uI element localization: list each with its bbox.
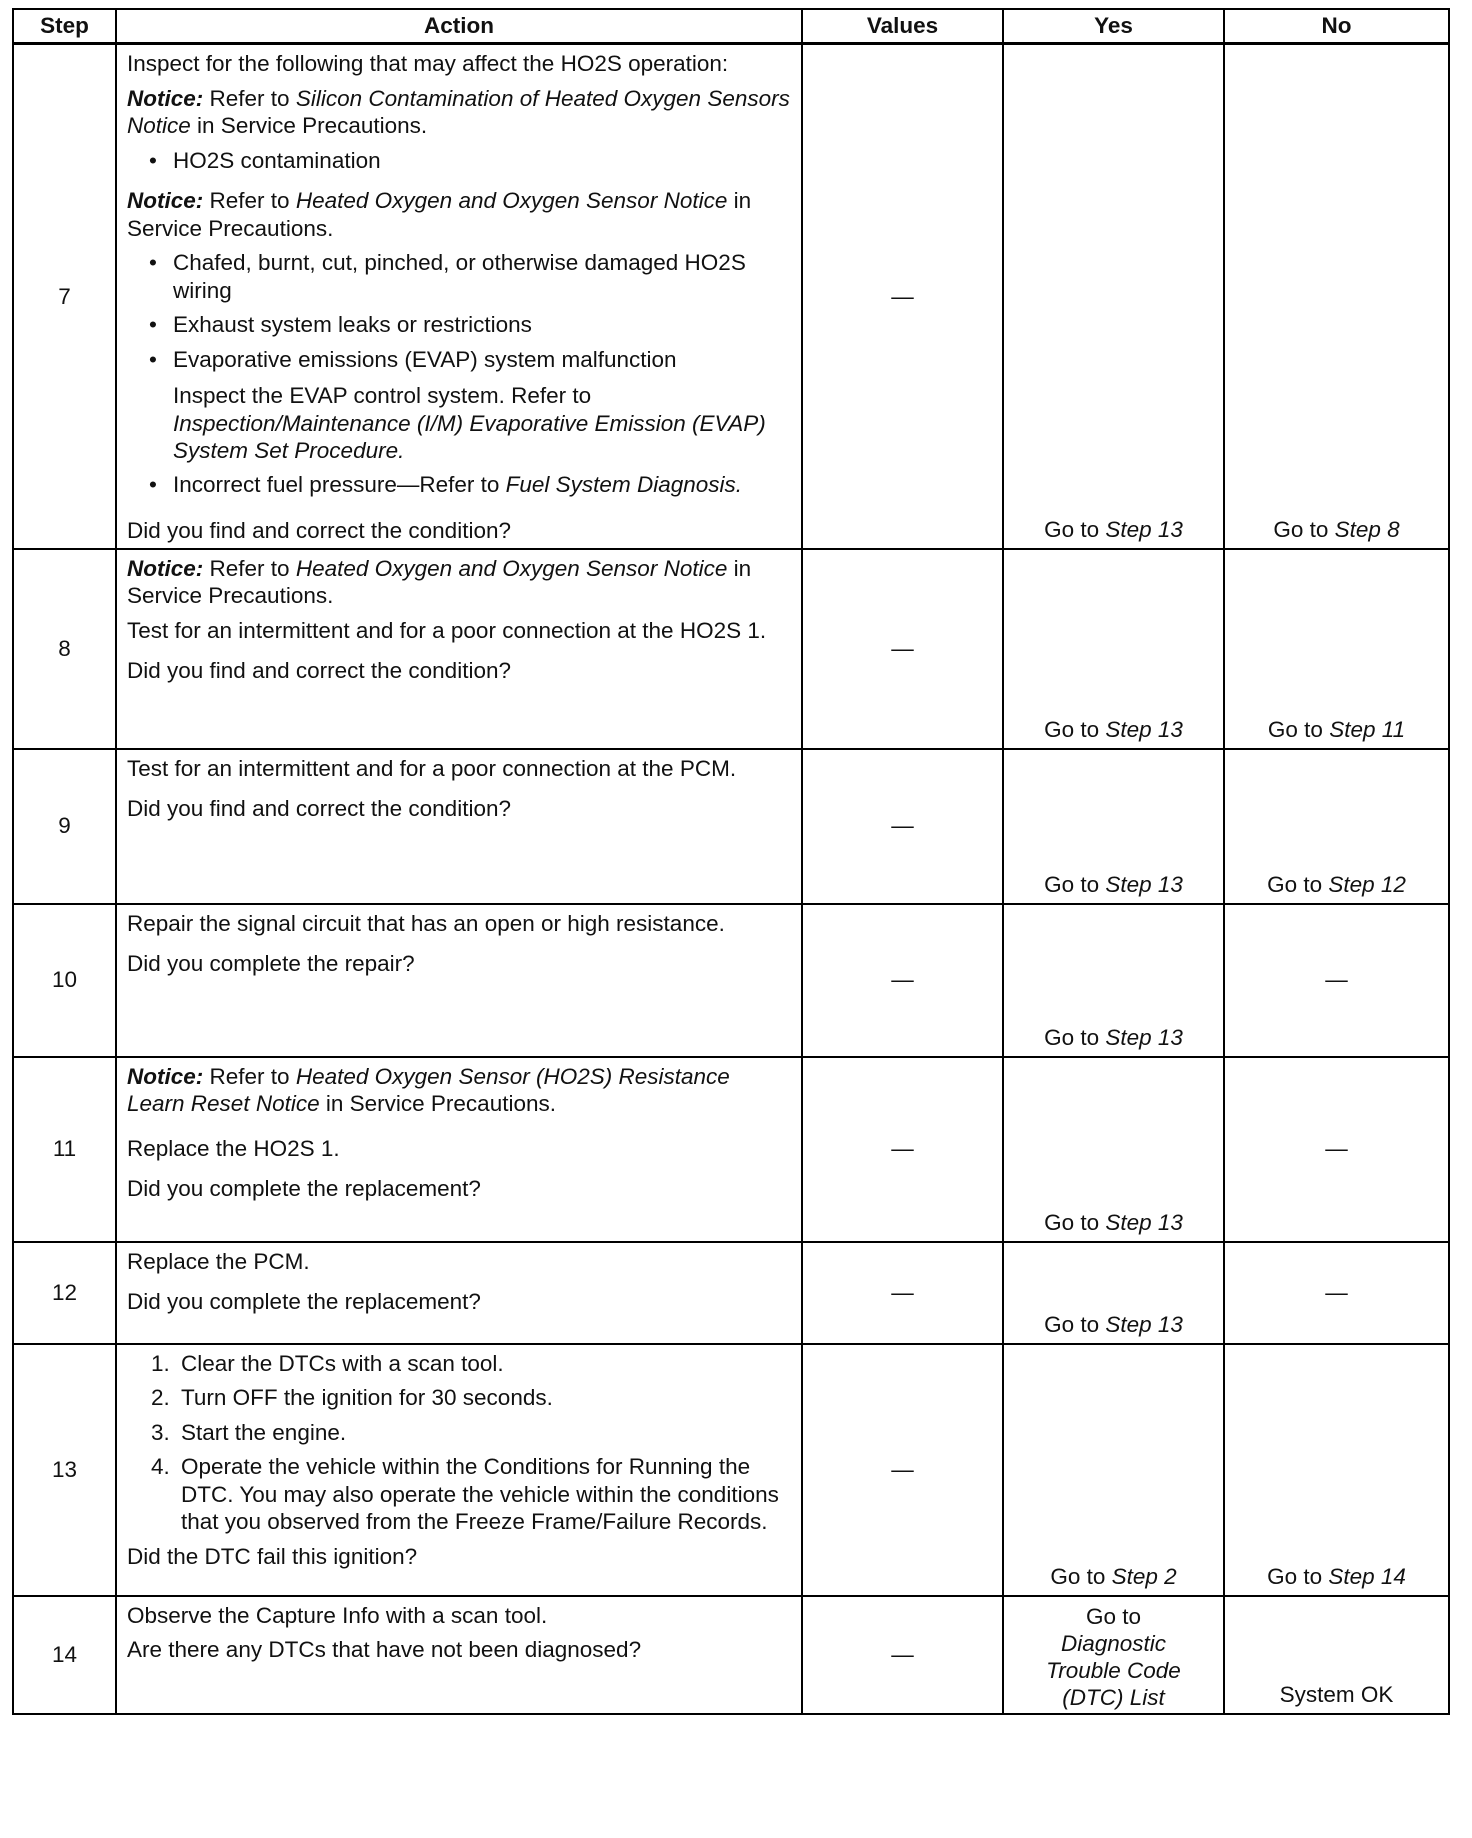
header-yes: Yes xyxy=(1003,9,1224,44)
list-item: • Evaporative emissions (EVAP) system malfunction xyxy=(149,346,791,374)
yes-cell xyxy=(1003,549,1224,749)
values-cell: — xyxy=(802,749,1003,904)
values-cell: — xyxy=(802,1057,1003,1242)
question: Did you complete the replacement? xyxy=(127,1289,481,1314)
step-number: 14 xyxy=(13,1596,116,1714)
no-cell: — xyxy=(1224,1057,1449,1242)
header-no: No xyxy=(1224,9,1449,44)
action-text: Observe the Capture Info with a scan tool. xyxy=(127,1602,548,1628)
question: Did the DTC fail this ignition? xyxy=(127,1543,418,1569)
yes-link[interactable]: Go to Step 13 xyxy=(1044,717,1183,742)
yes-cell xyxy=(1003,1242,1224,1344)
yes-cell xyxy=(1003,1344,1224,1596)
action-cell xyxy=(116,749,802,904)
values-cell: — xyxy=(802,549,1003,749)
action-text: Inspect for the following that may affect the HO2S operation: xyxy=(127,51,729,76)
action-cell xyxy=(116,1242,802,1344)
step-number: 8 xyxy=(13,549,116,749)
list-item: • HO2S contamination xyxy=(149,147,791,175)
no-link[interactable]: Go to Step 8 xyxy=(1273,517,1400,542)
values-cell: — xyxy=(802,1344,1003,1596)
step-number: 9 xyxy=(13,749,116,904)
no-text: System OK xyxy=(1279,1682,1394,1707)
action-text: Test for an intermittent and for a poor connection at the HO2S 1. xyxy=(127,617,767,643)
table-row xyxy=(13,1344,1449,1596)
list-item: 4. Operate the vehicle within the Conditions for Running the DTC. You may also operate the vehicle within the conditions that you observed from the Freeze Frame/Failure Records. xyxy=(151,1454,779,1534)
table-row xyxy=(13,1057,1449,1242)
list-item: 3. Start the engine. xyxy=(151,1419,347,1445)
yes-cell xyxy=(1003,44,1224,549)
step-number: 13 xyxy=(13,1344,116,1596)
diagnostic-table xyxy=(12,8,1450,1715)
yes-link[interactable]: Go to Step 2 xyxy=(1050,1564,1177,1589)
action-text: Repair the signal circuit that has an open or high resistance. xyxy=(127,910,725,936)
header-action: Action xyxy=(116,9,802,44)
table-row xyxy=(13,1242,1449,1344)
action-cell xyxy=(116,549,802,749)
table-row xyxy=(13,44,1449,549)
action-cell xyxy=(116,1344,802,1596)
no-cell xyxy=(1224,549,1449,749)
action-cell xyxy=(116,44,802,549)
bullet-list xyxy=(127,471,791,506)
action-cell xyxy=(116,904,802,1057)
yes-cell xyxy=(1003,749,1224,904)
bullet-list xyxy=(127,147,791,182)
question: Are there any DTCs that have not been diagnosed? xyxy=(127,1637,642,1662)
no-cell xyxy=(1224,44,1449,549)
question: Did you find and correct the condition? xyxy=(127,658,511,683)
yes-link[interactable]: Go to Diagnostic Trouble Code (DTC) List xyxy=(1046,1603,1181,1710)
action-text: Replace the HO2S 1. xyxy=(127,1135,340,1161)
table-row xyxy=(13,749,1449,904)
header-values: Values xyxy=(802,9,1003,44)
question: Did you find and correct the condition? xyxy=(127,518,511,543)
values-cell: — xyxy=(802,904,1003,1057)
yes-link[interactable]: Go to Step 13 xyxy=(1044,1025,1183,1050)
values-cell: — xyxy=(802,1242,1003,1344)
list-item: • Exhaust system leaks or restrictions xyxy=(149,311,791,339)
notice: Notice: Refer to Silicon Contamination of Heated Oxygen Sensors Notice in Service Precautions. xyxy=(127,85,790,138)
header-row xyxy=(13,9,1449,44)
diagnostic-table-page xyxy=(12,8,1450,1715)
yes-link[interactable]: Go to Step 13 xyxy=(1044,1312,1183,1337)
action-text: Replace the PCM. xyxy=(127,1248,310,1274)
bullet-list xyxy=(127,249,791,380)
list-item: 1. Clear the DTCs with a scan tool. xyxy=(151,1350,504,1376)
no-link[interactable]: Go to Step 12 xyxy=(1267,872,1406,897)
notice: Notice: Refer to Heated Oxygen Sensor (HO2S) Resistance Learn Reset Notice in Service Precautions. xyxy=(127,1063,730,1116)
notice: Notice: Refer to Heated Oxygen and Oxygen Sensor Notice in Service Precautions. xyxy=(127,188,752,241)
list-item: 2. Turn OFF the ignition for 30 seconds. xyxy=(151,1385,553,1410)
yes-link[interactable]: Go to Step 13 xyxy=(1044,872,1183,897)
values-cell: — xyxy=(802,1596,1003,1714)
header-step: Step xyxy=(13,9,116,44)
list-item: • Chafed, burnt, cut, pinched, or otherwise damaged HO2S wiring xyxy=(149,249,791,304)
list-item: • Incorrect fuel pressure—Refer to Fuel System Diagnosis. xyxy=(149,471,791,499)
no-cell xyxy=(1224,1344,1449,1596)
table-row xyxy=(13,1596,1449,1714)
question: Did you complete the replacement? xyxy=(127,1176,481,1201)
step-number: 11 xyxy=(13,1057,116,1242)
question: Did you complete the repair? xyxy=(127,951,415,976)
step-number: 10 xyxy=(13,904,116,1057)
yes-link[interactable]: Go to Step 13 xyxy=(1044,1210,1183,1235)
step-number: 7 xyxy=(13,44,116,549)
step-number: 12 xyxy=(13,1242,116,1344)
values-cell: — xyxy=(802,44,1003,549)
no-cell: — xyxy=(1224,904,1449,1057)
yes-cell xyxy=(1003,1596,1224,1714)
numbered-list xyxy=(127,1350,791,1543)
action-cell xyxy=(116,1596,802,1714)
yes-cell xyxy=(1003,1057,1224,1242)
yes-link[interactable]: Go to Step 13 xyxy=(1044,517,1183,542)
no-link[interactable]: Go to Step 11 xyxy=(1267,717,1406,742)
evap-instruction: Inspect the EVAP control system. Refer to Inspection/Maintenance (I/M) Evaporative Emission (EVAP) System Set Procedure. xyxy=(173,383,766,463)
yes-cell xyxy=(1003,904,1224,1057)
no-link[interactable]: Go to Step 14 xyxy=(1267,1564,1406,1589)
question: Did you find and correct the condition? xyxy=(127,796,511,821)
table-row xyxy=(13,904,1449,1057)
no-cell xyxy=(1224,1596,1449,1714)
no-cell xyxy=(1224,749,1449,904)
notice: Notice: Refer to Heated Oxygen and Oxygen Sensor Notice in Service Precautions. xyxy=(127,555,752,608)
no-cell: — xyxy=(1224,1242,1449,1344)
action-text: Test for an intermittent and for a poor connection at the PCM. xyxy=(127,755,737,781)
table-row xyxy=(13,549,1449,749)
action-cell xyxy=(116,1057,802,1242)
